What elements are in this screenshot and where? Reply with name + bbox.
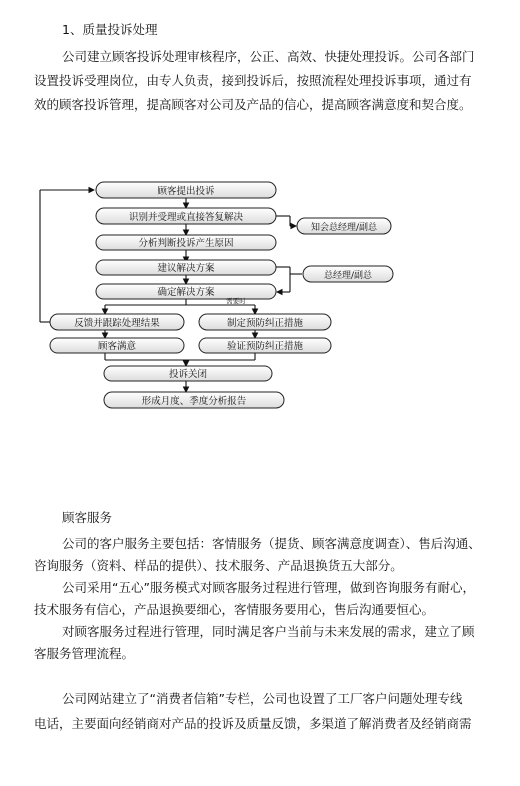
node-label: 分析判断投诉产生原因 xyxy=(138,238,234,249)
node-label: 投诉关闭 xyxy=(168,369,208,380)
branch-label: 需要时 xyxy=(226,297,246,305)
node-label: 形成月度、季度分析报告 xyxy=(141,396,247,407)
paragraph-line: 电话，主要面向经销商对产品的投诉及质量反馈，多渠道了解消费者及经销商需 xyxy=(34,716,472,731)
section-heading: 顾客服务 xyxy=(62,510,113,525)
paragraph-line: 设置投诉受理岗位，由专人负责，接到投诉后，按照流程处理投诉事项，通过有 xyxy=(34,73,472,88)
paragraph-line: 公司的客户服务主要包括：客情服务（提货、顾客满意度调查）、售后沟通、 xyxy=(62,536,481,551)
node-label: 顾客满意 xyxy=(97,341,137,352)
node-label: 识别并受理或直接答复解决 xyxy=(128,212,244,223)
paragraph-line: 客服务管理流程。 xyxy=(34,646,135,661)
paragraph-line: 公司建立顾客投诉处理审核程序，公正、高效、快捷处理投诉。公司各部门 xyxy=(62,49,475,64)
paragraph-line: 公司网站建立了“消费者信箱”专栏，公司也设置了工厂客户问题处理专线 xyxy=(62,691,463,706)
section-customer-service xyxy=(0,507,520,735)
paragraph-line: 公司采用“五心”服务模式对顾客服务过程进行管理，做到咨询服务有耐心， xyxy=(62,580,475,595)
node-label: 确定解决方案 xyxy=(157,287,215,298)
node-label: 知会总经理/副总 xyxy=(310,223,378,233)
node-label: 顾客提出投诉 xyxy=(157,186,215,197)
section-heading: 1、质量投诉处理 xyxy=(62,22,158,37)
paragraph-line: 效的顾客投诉管理，提高顾客对公司及产品的信心，提高顾客满意度和契合度。 xyxy=(34,97,472,112)
node-label: 制定预防纠正措施 xyxy=(226,318,304,329)
node-label: 验证预防纠正措施 xyxy=(226,341,304,352)
paragraph-line: 咨询服务（资料、样品的提供）、技术服务、产品退换货五大部分。 xyxy=(34,558,403,573)
node-label: 总经理/副总 xyxy=(323,271,373,281)
paragraph-line: 技术服务有信心，产品退换要细心，客情服务要用心，售后沟通要恒心。 xyxy=(34,602,435,617)
node-label: 建议解决方案 xyxy=(157,263,215,274)
node-label: 反馈并跟踪处理结果 xyxy=(74,318,160,329)
paragraph-line: 对顾客服务过程进行管理，同时满足客户当前与未来发展的需求，建立了顾 xyxy=(62,624,475,639)
